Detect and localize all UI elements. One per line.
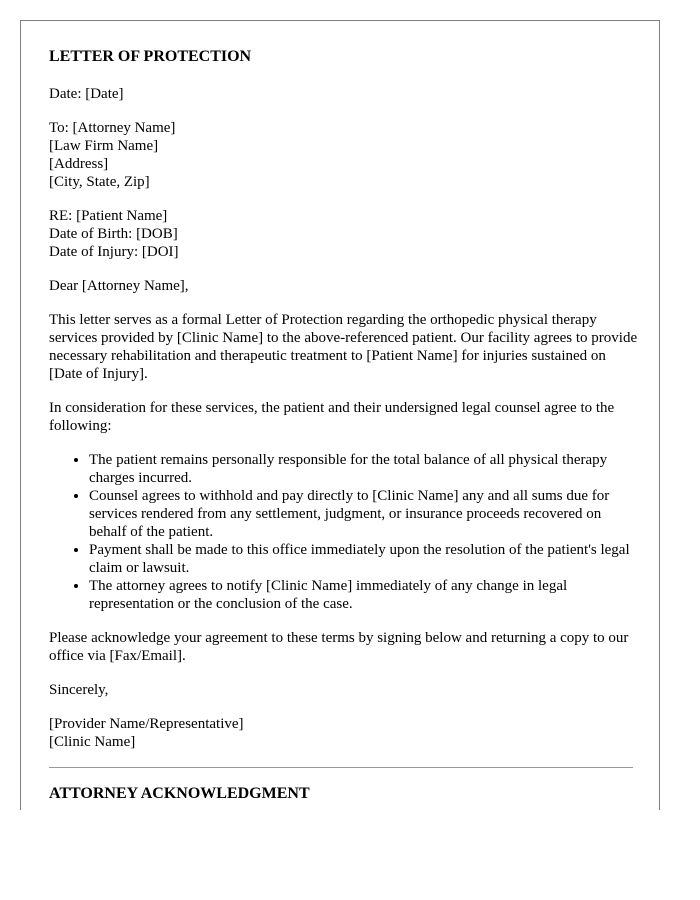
term-item: • The attorney agrees to notify [Clinic Name] immediately of any change in legal representation or the conclusion of the case. — [89, 577, 639, 613]
date-line: Date: [Date] — [49, 86, 124, 102]
re-block — [49, 207, 639, 261]
signature-clinic: [Clinic Name] — [49, 734, 136, 750]
recipient-firm: [Law Firm Name] — [49, 138, 159, 154]
letter-page — [20, 20, 660, 810]
signature-provider: [Provider Name/Representative] — [49, 716, 244, 732]
term-item: • Counsel agrees to withhold and pay directly to [Clinic Name] any and all sums due for services rendered from any settlement, judgment, or insurance proceeds recovered on behalf of the patient. — [89, 487, 639, 541]
acknowledgment-title: ATTORNEY ACKNOWLEDGMENT — [49, 785, 310, 802]
re-doi: Date of Injury: [DOI] — [49, 244, 179, 260]
section-divider — [49, 767, 633, 768]
recipient-city-state-zip: [City, State, Zip] — [49, 174, 150, 190]
term-item: • The patient remains personally responsible for the total balance of all physical therapy charges incurred. — [89, 451, 639, 487]
paragraph-consideration: In consideration for these services, the patient and their undersigned legal counsel agree to the following: — [49, 400, 615, 434]
closing: Sincerely, — [49, 682, 109, 698]
terms-list — [49, 451, 639, 613]
letter-content — [49, 47, 639, 804]
paragraph-intro: This letter serves as a formal Letter of Protection regarding the orthopedic physical therapy services provided by [Clinic Name] to the above-referenced patient. Our facility agrees to provide necessary rehabilitation and therapeutic treatment to [Patient Name] for injuries sustained on [Date of Injury]. — [49, 312, 638, 382]
term-item: • Payment shall be made to this office immediately upon the resolution of the patient's legal claim or lawsuit. — [89, 541, 639, 577]
salutation: Dear [Attorney Name], — [49, 278, 189, 294]
signature-block — [49, 715, 639, 751]
recipient-to: To: [Attorney Name] — [49, 120, 176, 136]
letter-title: LETTER OF PROTECTION — [49, 48, 252, 65]
paragraph-acknowledge: Please acknowledge your agreement to these terms by signing below and returning a copy to our office via [Fax/Email]. — [49, 630, 629, 664]
recipient-block — [49, 119, 639, 191]
recipient-address: [Address] — [49, 156, 109, 172]
re-patient: RE: [Patient Name] — [49, 208, 168, 224]
re-dob: Date of Birth: [DOB] — [49, 226, 178, 242]
